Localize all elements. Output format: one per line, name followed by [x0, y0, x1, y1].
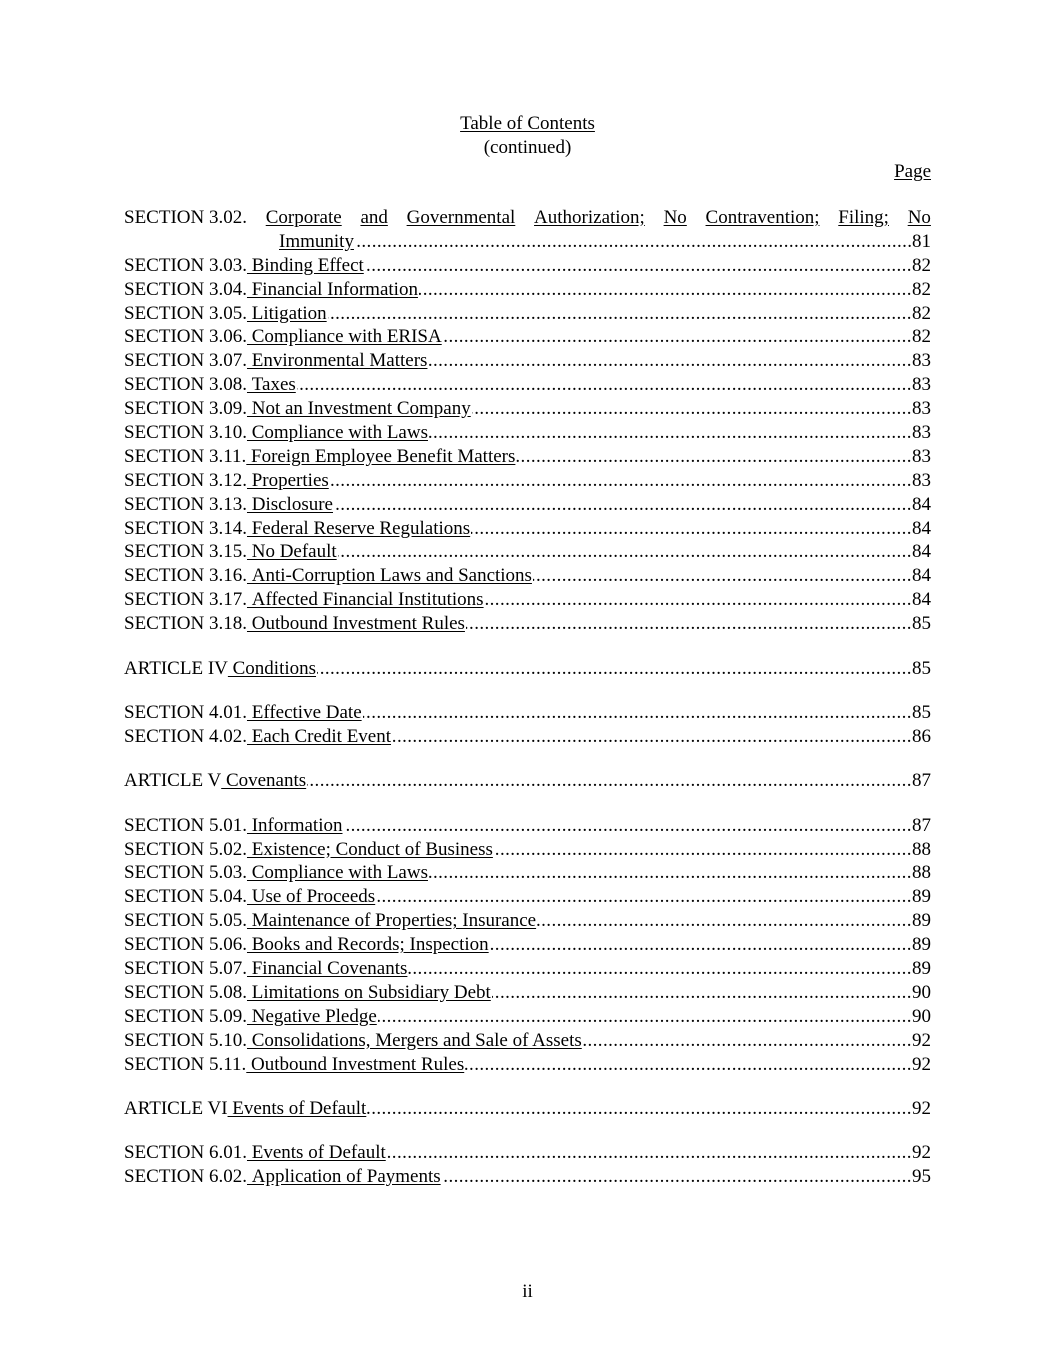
- toc-entry-page: 87: [912, 814, 931, 836]
- toc-entry-label: [124, 374, 297, 395]
- toc-entry[interactable]: [124, 1165, 931, 1189]
- toc-entry[interactable]: [124, 1005, 931, 1029]
- toc-entry[interactable]: [124, 1029, 931, 1053]
- toc-entry-number: SECTION 5.11.: [124, 1053, 247, 1075]
- toc-entry-label: [124, 862, 429, 883]
- toc-entry-number: SECTION 5.05.: [124, 910, 247, 932]
- toc-entry-number: ARTICLE V: [124, 770, 222, 792]
- toc-entry-number: SECTION 6.01.: [124, 1142, 247, 1164]
- toc-entry-title-word[interactable]: Filing;: [838, 207, 889, 228]
- toc-entry-title[interactable]: Disclosure: [246, 493, 333, 515]
- toc-entry-label: [124, 589, 485, 610]
- toc-entry-number: SECTION 5.02.: [124, 838, 247, 860]
- toc-entry-label: [124, 494, 334, 515]
- toc-entry-label: [124, 934, 490, 955]
- toc-entry-page: 86: [912, 725, 931, 747]
- toc-entry-label: [124, 446, 516, 467]
- toc-entry-label: [124, 470, 330, 491]
- toc-entry-page: 92: [912, 1053, 931, 1075]
- toc-entry[interactable]: [124, 769, 931, 793]
- toc-entry-title[interactable]: Financial Information: [246, 278, 418, 300]
- page-number: ii: [522, 1281, 533, 1302]
- toc-entry-number: SECTION 3.14.: [124, 517, 247, 539]
- toc-entry-label: [124, 958, 408, 979]
- toc-entry-title[interactable]: Use of Proceeds: [246, 886, 376, 908]
- toc-entry-title[interactable]: Effective Date: [246, 701, 362, 723]
- toc-entry-number: SECTION 5.03.: [124, 862, 247, 884]
- toc-entry-title[interactable]: Covenants: [221, 770, 307, 792]
- toc-entry-number: SECTION 6.02.: [124, 1166, 247, 1188]
- toc-entry-title[interactable]: Federal Reserve Regulations: [246, 517, 471, 539]
- toc-entry-page: 83: [912, 469, 931, 491]
- toc-entry[interactable]: [124, 445, 931, 469]
- toc-entry-page: 83: [912, 398, 931, 420]
- toc-entry-number: SECTION 5.07.: [124, 957, 247, 979]
- toc-entry-number: SECTION 5.10.: [124, 1029, 247, 1051]
- toc-entry-number: SECTION 3.07.: [124, 350, 247, 372]
- toc-entry-number: SECTION 4.02.: [124, 725, 247, 747]
- toc-entry-number: SECTION 5.01.: [124, 814, 247, 836]
- toc-entry-label: [124, 303, 328, 324]
- toc-entry-page: 84: [912, 541, 931, 563]
- toc-subtitle: (continued): [483, 137, 572, 158]
- toc-entry[interactable]: [124, 421, 931, 445]
- toc-entry-title[interactable]: Compliance with ERISA: [246, 326, 442, 348]
- toc-entry[interactable]: [124, 657, 931, 681]
- page-column-label: Page: [894, 161, 931, 182]
- toc-entry-number: SECTION 3.16.: [124, 565, 247, 587]
- toc-entry-number: SECTION 3.15.: [124, 541, 247, 563]
- toc-entry-page: 81: [912, 230, 931, 252]
- toc-entry-label: [124, 1030, 583, 1051]
- toc-entry-title[interactable]: Limitations on Subsidiary Debt: [246, 981, 491, 1003]
- toc-entry-title-word[interactable]: Contravention;: [705, 207, 820, 228]
- toc-entry-title[interactable]: Consolidations, Mergers and Sale of Assets: [246, 1029, 582, 1051]
- toc-entry-label: [124, 910, 537, 931]
- toc-entry-page: 88: [912, 862, 931, 884]
- toc-entry-number: ARTICLE VI: [124, 1097, 228, 1119]
- toc-entry-number: SECTION 3.05.: [124, 302, 247, 324]
- toc-entry-number: SECTION 5.04.: [124, 886, 247, 908]
- toc-entry-title[interactable]: Application of Payments: [246, 1166, 441, 1188]
- toc-title: Table of Contents: [460, 113, 595, 134]
- toc-entry-title-word[interactable]: Corporate: [265, 207, 342, 228]
- toc-entry-number: SECTION 3.18.: [124, 613, 247, 635]
- toc-entry-label: [124, 422, 429, 443]
- toc-entry-title[interactable]: Maintenance of Properties; Insurance: [246, 910, 537, 932]
- toc-entry[interactable]: [124, 725, 931, 749]
- toc-entry-page: 82: [912, 302, 931, 324]
- toc-entry-number: SECTION 3.04.: [124, 278, 247, 300]
- toc-entry-page: 85: [912, 613, 931, 635]
- toc-entry-page: 92: [912, 1097, 931, 1119]
- toc-entry-page: 95: [912, 1166, 931, 1188]
- toc-entry-page: 85: [912, 701, 931, 723]
- toc-entry-title-word[interactable]: and: [360, 207, 388, 228]
- toc-entry[interactable]: [124, 957, 931, 981]
- toc-entry-page: 90: [912, 981, 931, 1003]
- toc-entry[interactable]: [124, 981, 931, 1005]
- toc-entry[interactable]: [124, 861, 931, 885]
- toc-entry[interactable]: [124, 325, 931, 349]
- toc-entry-page: 84: [912, 493, 931, 515]
- toc-entry-title[interactable]: Books and Records; Inspection: [246, 934, 489, 956]
- toc-entry-label: [124, 1142, 387, 1163]
- toc-entry-number: SECTION 3.08.: [124, 374, 247, 396]
- toc-entry-title[interactable]: Anti-Corruption Laws and Sanctions: [246, 565, 532, 587]
- toc-entry-label: [124, 702, 363, 723]
- toc-entry-page: 84: [912, 517, 931, 539]
- toc-entry-title[interactable]: Conditions: [227, 657, 317, 679]
- toc-entry[interactable]: [124, 814, 931, 838]
- toc-entry-page: 89: [912, 957, 931, 979]
- toc-entry-label: [124, 886, 376, 907]
- toc-entry-label: [124, 279, 419, 300]
- toc-entry[interactable]: [124, 564, 931, 588]
- toc-entry-title-word[interactable]: Governmental: [406, 207, 516, 228]
- toc-entry-number: SECTION 3.12.: [124, 469, 247, 491]
- toc-entry[interactable]: [124, 612, 931, 636]
- toc-entry-label: [124, 726, 392, 747]
- toc-entry-page: 89: [912, 886, 931, 908]
- toc-entry-label: [124, 1098, 367, 1119]
- toc-entry-page: 92: [912, 1142, 931, 1164]
- toc-entry[interactable]: [124, 1053, 931, 1077]
- toc-entry[interactable]: [124, 517, 931, 541]
- toc-entry-label: [124, 255, 365, 276]
- toc-entry-page: 85: [912, 657, 931, 679]
- toc-entry-title[interactable]: No Default: [246, 541, 337, 563]
- toc-entry-page: 89: [912, 934, 931, 956]
- toc-entry-label: [124, 770, 307, 791]
- toc-entry-label: [124, 350, 428, 371]
- toc-entry[interactable]: [124, 469, 931, 493]
- toc-entry-number: SECTION 3.09.: [124, 398, 247, 420]
- toc-entry-page: 92: [912, 1029, 931, 1051]
- toc-entry-page: 87: [912, 770, 931, 792]
- toc-entry-title-word[interactable]: No: [907, 207, 931, 228]
- toc-entry[interactable]: [124, 254, 931, 278]
- toc-entry-page: 83: [912, 445, 931, 467]
- toc-entry-number: SECTION 5.08.: [124, 981, 247, 1003]
- toc-entry[interactable]: [124, 302, 931, 326]
- toc-entry-title[interactable]: Taxes: [246, 374, 296, 396]
- toc-entry-page: 90: [912, 1005, 931, 1027]
- toc-list: [124, 206, 931, 1189]
- toc-entry-title[interactable]: Not an Investment Company: [246, 398, 471, 420]
- toc-entry-title[interactable]: Compliance with Laws: [246, 422, 428, 444]
- toc-entry-title[interactable]: Environmental Matters: [246, 350, 428, 372]
- toc-entry-title[interactable]: Properties: [246, 469, 329, 491]
- toc-entry-label: [124, 326, 443, 347]
- toc-entry-title[interactable]: Negative Pledge: [246, 1005, 377, 1027]
- toc-entry-page: 82: [912, 326, 931, 348]
- toc-entry-page: 82: [912, 278, 931, 300]
- toc-entry-title[interactable]: Affected Financial Institutions: [246, 589, 484, 611]
- toc-entry-number: SECTION 5.09.: [124, 1005, 247, 1027]
- toc-entry-number: SECTION 3.02.: [124, 207, 247, 228]
- toc-entry[interactable]: [124, 933, 931, 957]
- toc-entry-page: 83: [912, 422, 931, 444]
- toc-entry[interactable]: [124, 373, 931, 397]
- toc-entry-page: 83: [912, 350, 931, 372]
- toc-entry-number: SECTION 3.13.: [124, 493, 247, 515]
- toc-entry-label: [124, 658, 317, 679]
- toc-entry-title[interactable]: Litigation: [246, 302, 327, 324]
- toc-entry-title[interactable]: Each Credit Event: [246, 725, 392, 747]
- toc-entry[interactable]: [124, 493, 931, 517]
- toc-entry[interactable]: [124, 349, 931, 373]
- toc-entry[interactable]: [124, 1097, 931, 1121]
- toc-entry-label: [124, 1054, 465, 1075]
- toc-entry-title-word[interactable]: Authorization;: [534, 207, 645, 228]
- toc-entry-label: [124, 398, 472, 419]
- toc-entry-label: [124, 815, 344, 836]
- toc-entry-title-word[interactable]: No: [663, 207, 687, 228]
- toc-entry-label: [124, 541, 338, 562]
- toc-entry-number: SECTION 3.11.: [124, 445, 247, 467]
- toc-entry-page: 83: [912, 374, 931, 396]
- toc-entry-title[interactable]: Foreign Employee Benefit Matters: [246, 445, 516, 467]
- toc-entry-page: 88: [912, 838, 931, 860]
- toc-entry-number: SECTION 3.17.: [124, 589, 247, 611]
- toc-entry-number: SECTION 4.01.: [124, 701, 247, 723]
- toc-entry-title[interactable]: Binding Effect: [246, 254, 364, 276]
- toc-entry-label: [124, 565, 533, 586]
- toc-entry-label: [124, 982, 492, 1003]
- toc-entry[interactable]: [124, 588, 931, 612]
- toc-entry-number: SECTION 3.10.: [124, 422, 247, 444]
- toc-entry-title[interactable]: Outbound Investment Rules: [246, 613, 465, 635]
- toc-entry-title[interactable]: Events of Default: [227, 1097, 367, 1119]
- toc-entry-label: [124, 518, 471, 539]
- toc-entry-line2: [124, 230, 931, 254]
- toc-entry-label: [124, 1006, 378, 1027]
- toc-entry[interactable]: [124, 701, 931, 725]
- toc-entry[interactable]: [124, 540, 931, 564]
- toc-entry[interactable]: [124, 909, 931, 933]
- toc-entry-number: ARTICLE IV: [124, 657, 228, 679]
- toc-entry[interactable]: [124, 885, 931, 909]
- toc-entry[interactable]: [124, 1141, 931, 1165]
- toc-entry[interactable]: [124, 278, 931, 302]
- toc-entry-line1: [124, 206, 931, 230]
- toc-entry-number: SECTION 3.06.: [124, 326, 247, 348]
- toc-entry-label: [124, 613, 466, 634]
- toc-entry-label: [124, 1166, 442, 1187]
- toc-entry-title[interactable]: Immunity: [279, 230, 354, 252]
- toc-entry-number: SECTION 5.06.: [124, 934, 247, 956]
- toc-entry[interactable]: [124, 838, 931, 862]
- toc-entry-title[interactable]: Information: [246, 814, 343, 836]
- toc-entry-title[interactable]: Outbound Investment Rules: [246, 1053, 465, 1075]
- toc-entry-page: 84: [912, 565, 931, 587]
- toc-entry-title[interactable]: Financial Covenants: [246, 957, 408, 979]
- toc-entry-page: 89: [912, 910, 931, 932]
- toc-entry-label: [124, 839, 494, 860]
- toc-entry-title[interactable]: Events of Default: [246, 1142, 386, 1164]
- toc-entry-page: 82: [912, 254, 931, 276]
- toc-entry-number: SECTION 3.03.: [124, 254, 247, 276]
- toc-entry-page: 84: [912, 589, 931, 611]
- dot-leader: [279, 230, 931, 254]
- toc-entry-title[interactable]: Compliance with Laws: [246, 862, 428, 884]
- toc-entry[interactable]: [124, 206, 931, 254]
- toc-entry-title[interactable]: Existence; Conduct of Business: [246, 838, 493, 860]
- toc-entry[interactable]: [124, 397, 931, 421]
